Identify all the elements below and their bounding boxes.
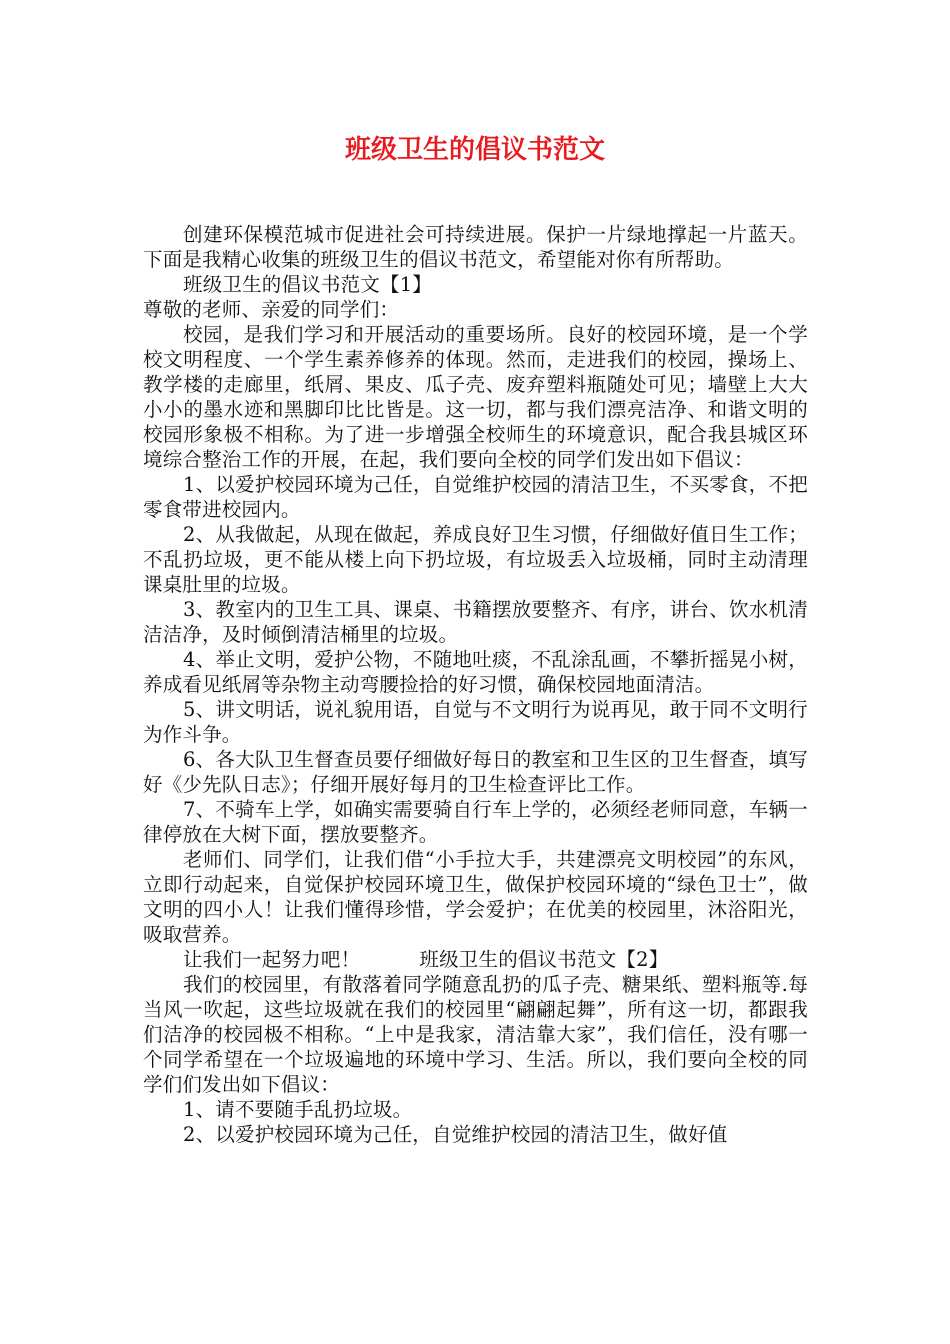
paragraph: 尊敬的老师、亲爱的同学们： [143,298,400,321]
paragraph: 创建环保模范城市促进社会可持续进展。保护一片绿地撑起一片蓝天。下面是我精心收集的班级卫生的倡议书范文，希望能对你有所帮助。 [143,223,808,271]
paragraph: 4、举止文明，爱护公物，不随地吐痰，不乱涂乱画，不攀折摇晃小树，养成看见纸屑等杂物主动弯腰捡拾的好习惯，确保校园地面清洁。 [143,648,808,696]
paragraph: 1、请不要随手乱扔垃圾。 [183,1098,413,1121]
paragraph: 1、以爱护校园环境为己任，自觉维护校园的清洁卫生，不买零食，不把零食带进校园内。 [143,473,808,521]
paragraph: 3、教室内的卫生工具、课桌、书籍摆放要整齐、有序，讲台、饮水机清洁洁净，及时倾倒清洁桶里的垃圾。 [143,598,808,646]
paragraph: 让我们一起努力吧！ 班级卫生的倡议书范文【2】 [183,948,669,971]
document-body [143,222,808,1147]
paragraph: 6、各大队卫生督查员要仔细做好每日的教室和卫生区的卫生督查，填写好《少先队日志》；仔细开展好每月的卫生检查评比工作。 [143,748,808,796]
paragraph: 2、从我做起，从现在做起，养成良好卫生习惯，仔细做好值日生工作；不乱扔垃圾，更不能从楼上向下扔垃圾，有垃圾丢入垃圾桶，同时主动清理课桌肚里的垃圾。 [143,523,808,596]
document-title: 班级卫生的倡议书范文 [344,135,605,165]
paragraph: 5、讲文明话，说礼貌用语，自觉与不文明行为说再见，敢于同不文明行为作斗争。 [143,698,808,746]
paragraph: 2、以爱护校园环境为己任，自觉维护校园的清洁卫生，做好值 [183,1123,728,1146]
paragraph: 班级卫生的倡议书范文【1】 [183,273,433,296]
paragraph: 老师们、同学们，让我们借“小手拉大手，共建漂亮文明校园”的东风，立即行动起来，自觉保护校园环境卫生，做保护校园环境的“绿色卫士”，做文明的四小人！让我们懂得珍惜，学会爱护；在优美的校园里，沐浴阳光，吸取营养。 [143,848,808,946]
paragraph: 我们的校园里，有散落着同学随意乱扔的瓜子壳、糖果纸、塑料瓶等.每当风一吹起，这些垃圾就在我们的校园里“翩翩起舞”，所有这一切，都跟我们洁净的校园极不相称。“上中是我家，清洁靠大家”，我们信任，没有哪一个同学希望在一个垃圾遍地的环境中学习、生活。所以，我们要向全校的同学们们发出如下倡议： [143,973,808,1096]
paragraph: 校园，是我们学习和开展活动的重要场所。良好的校园环境，是一个学校文明程度、一个学生素养修养的体现。然而，走进我们的校园，操场上、教学楼的走廊里，纸屑、果皮、瓜子壳、废弃塑料瓶随处可见；墙壁上大大小小的墨水迹和黑脚印比比皆是。这一切，都与我们漂亮洁净、和谐文明的校园形象极不相称。为了进一步增强全校师生的环境意识，配合我县城区环境综合整治工作的开展，在起，我们要向全校的同学们发出如下倡议： [143,323,808,471]
paragraph: 7、不骑车上学，如确实需要骑自行车上学的，必须经老师同意，车辆一律停放在大树下面，摆放要整齐。 [143,798,808,846]
